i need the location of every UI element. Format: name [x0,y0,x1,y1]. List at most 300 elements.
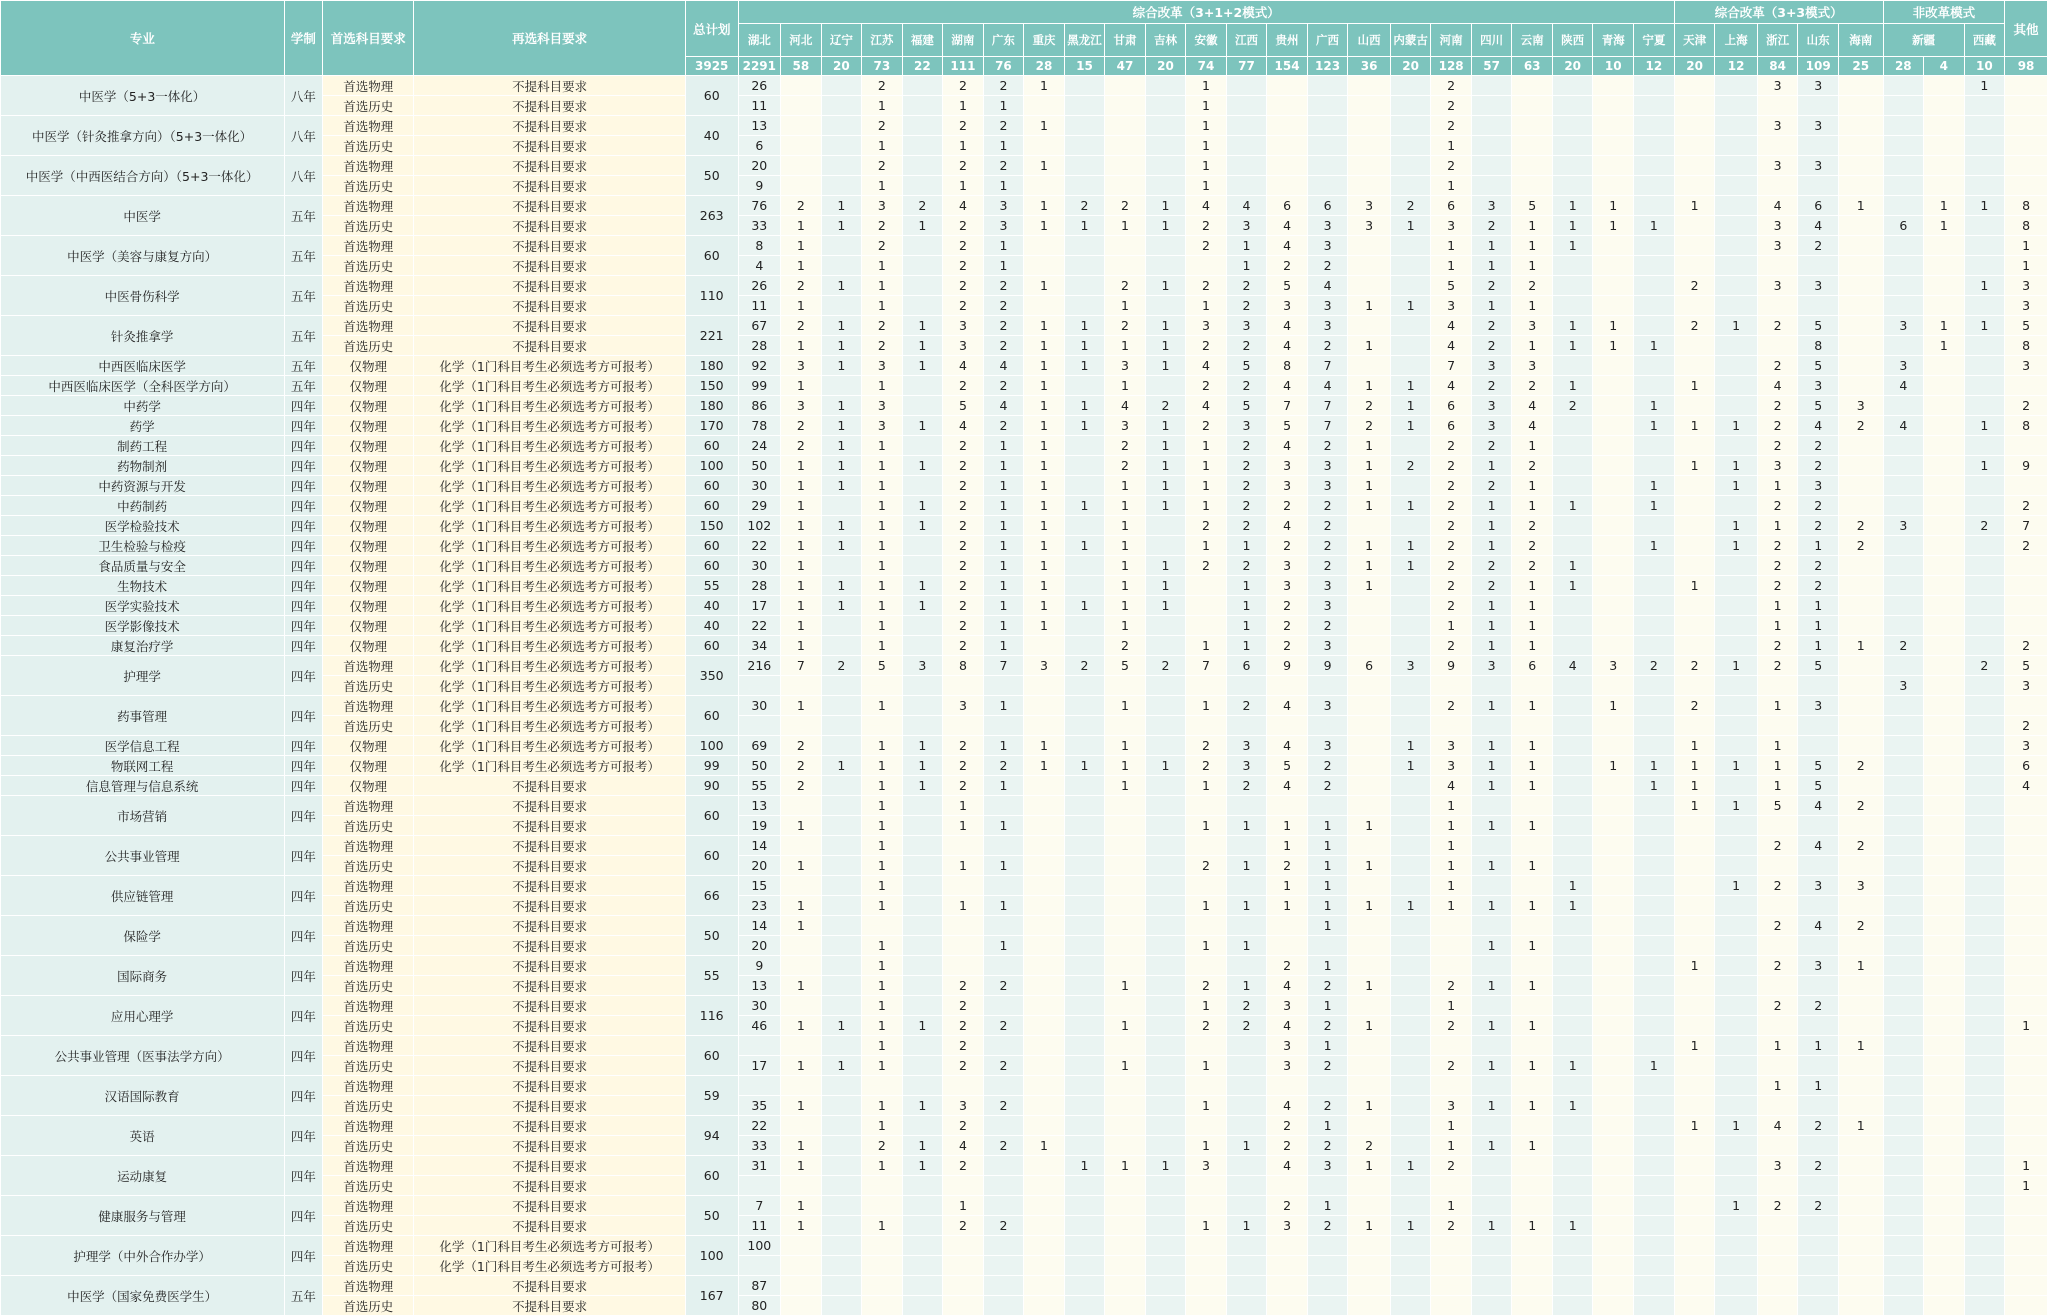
first-subject: 首选物理 [323,1276,414,1296]
major-name: 康复治疗学 [1,636,285,656]
quota-cell [2005,436,2048,456]
quota-cell: 5 [1757,796,1798,816]
quota-cell [1883,496,1924,516]
quota-cell [1633,856,1674,876]
quota-cell: 3 [1226,736,1267,756]
quota-cell [1715,616,1758,636]
quota-cell: 2 [1431,456,1472,476]
quota-cell [1307,136,1348,156]
quota-cell: 7 [1307,416,1348,436]
quota-cell [2005,616,2048,636]
quota-cell [1883,1136,1924,1156]
quota-cell [1924,1196,1965,1216]
header-province: 河北 [781,24,822,57]
quota-cell: 2 [983,1216,1024,1236]
quota-cell: 1 [1471,1216,1512,1236]
quota-cell [1307,116,1348,136]
quota-cell: 1 [1674,776,1715,796]
quota-cell: 1 [1024,576,1065,596]
quota-cell [1390,316,1431,336]
quota-cell: 1 [1186,1136,1227,1156]
major-total: 99 [685,756,738,776]
quota-cell: 1 [1512,1136,1553,1156]
quota-cell: 1 [1674,736,1715,756]
quota-cell: 1 [821,536,862,556]
first-subject: 首选历史 [323,1296,414,1316]
quota-cell: 1 [1348,896,1391,916]
quota-cell: 1 [1757,616,1798,636]
quota-cell [1348,676,1391,696]
quota-cell: 17 [738,596,781,616]
quota-cell [1924,1036,1965,1056]
header-province-total: 58 [781,57,822,76]
quota-cell [1674,1016,1715,1036]
header-province: 河南 [1431,24,1472,57]
quota-cell: 1 [1593,696,1634,716]
quota-cell [1186,716,1227,736]
major-total: 180 [685,396,738,416]
quota-cell [1964,816,2005,836]
quota-cell [1064,1136,1105,1156]
quota-cell: 1 [1145,336,1186,356]
quota-cell [1145,1256,1186,1276]
quota-cell [1471,1236,1512,1256]
header-first-subject: 首选科目要求 [323,1,414,76]
quota-cell: 2 [1431,476,1472,496]
quota-cell [1674,1096,1715,1116]
quota-cell: 1 [1105,336,1146,356]
quota-cell [1838,716,1883,736]
table-row [1,516,2048,536]
quota-cell [1512,996,1553,1016]
quota-cell: 1 [1390,1216,1431,1236]
quota-cell [1390,436,1431,456]
quota-cell [1674,916,1715,936]
quota-cell: 3 [1883,676,1924,696]
quota-cell: 1 [1471,1136,1512,1156]
quota-cell: 2 [1674,696,1715,716]
quota-cell [1267,176,1308,196]
quota-cell [902,236,943,256]
study-length: 四年 [284,956,323,996]
quota-cell [862,716,903,736]
quota-cell [902,836,943,856]
quota-cell: 1 [862,1216,903,1236]
quota-cell [821,856,862,876]
quota-cell [1633,1276,1674,1296]
quota-cell [1105,816,1146,836]
quota-cell: 2 [943,556,984,576]
quota-cell [1674,396,1715,416]
major-name: 公共事业管理 [1,836,285,876]
header-province: 江苏 [862,24,903,57]
first-subject: 仅物理 [323,576,414,596]
header-province-total: 98 [2005,57,2048,76]
quota-cell [1186,1076,1227,1096]
quota-cell [1552,176,1593,196]
major-total: 60 [685,556,738,576]
quota-cell [821,796,862,816]
quota-cell: 2 [1226,996,1267,1016]
quota-cell [1883,256,1924,276]
quota-cell [1348,356,1391,376]
quota-cell: 1 [1145,216,1186,236]
quota-cell [1964,376,2005,396]
quota-cell [1552,136,1593,156]
quota-cell: 1 [902,1096,943,1116]
quota-cell [902,716,943,736]
quota-cell [1593,396,1634,416]
quota-cell [2005,116,2048,136]
quota-cell [1924,656,1965,676]
quota-cell [1186,1236,1227,1256]
quota-cell: 1 [983,636,1024,656]
quota-cell: 2 [943,776,984,796]
first-subject: 首选物理 [323,1076,414,1096]
first-subject: 首选历史 [323,96,414,116]
quota-cell: 2 [943,756,984,776]
header-province: 广东 [983,24,1024,57]
major-total: 60 [685,796,738,836]
quota-cell [1226,1176,1267,1196]
quota-cell [1715,576,1758,596]
quota-cell [1883,196,1924,216]
quota-cell [1633,1116,1674,1136]
major-total: 60 [685,696,738,736]
quota-cell [1471,1116,1512,1136]
quota-cell [1593,916,1634,936]
header-province: 安徽 [1186,24,1227,57]
quota-cell: 1 [862,1056,903,1076]
quota-cell: 26 [738,76,781,96]
quota-cell: 1 [862,256,903,276]
quota-cell: 1 [821,516,862,536]
major-name: 中医学 [1,196,285,236]
quota-cell [1798,936,1839,956]
quota-cell: 1 [862,436,903,456]
second-subject: 不提科目要求 [414,116,686,136]
quota-cell [1964,1196,2005,1216]
quota-cell: 3 [1307,316,1348,336]
quota-cell [738,676,781,696]
quota-cell [1105,876,1146,896]
study-length: 四年 [284,836,323,876]
quota-cell: 1 [943,1196,984,1216]
quota-cell: 1 [902,516,943,536]
quota-cell [1633,616,1674,636]
quota-cell [1145,996,1186,1016]
quota-cell [1348,76,1391,96]
quota-cell [1390,356,1431,376]
quota-cell: 2 [1390,456,1431,476]
quota-cell [1964,776,2005,796]
quota-cell: 2 [1431,696,1472,716]
first-subject: 首选物理 [323,996,414,1016]
quota-cell: 2 [943,156,984,176]
quota-cell: 1 [983,96,1024,116]
quota-cell [1512,1196,1553,1216]
table-row [1,796,2048,816]
first-subject: 仅物理 [323,416,414,436]
quota-cell [862,1236,903,1256]
header-province-total: 77 [1226,57,1267,76]
quota-cell [1593,976,1634,996]
second-subject: 不提科目要求 [414,796,686,816]
quota-cell [1348,956,1391,976]
quota-cell [1924,356,1965,376]
quota-cell [1267,716,1308,736]
major-name: 针灸推拿学 [1,316,285,356]
quota-cell [1593,536,1634,556]
quota-cell: 14 [738,916,781,936]
quota-cell [1024,1016,1065,1036]
quota-cell [1267,136,1308,156]
quota-cell [1593,856,1634,876]
quota-cell [1024,1216,1065,1236]
major-name: 药物制剂 [1,456,285,476]
table-row [1,436,2048,456]
quota-cell [1964,1296,2005,1316]
quota-cell: 1 [1024,376,1065,396]
quota-cell [1883,336,1924,356]
quota-cell [1390,136,1431,156]
quota-cell: 1 [902,596,943,616]
quota-cell [1964,796,2005,816]
quota-cell [902,936,943,956]
quota-cell [1431,1296,1472,1316]
first-subject: 首选历史 [323,1016,414,1036]
quota-cell [1883,776,1924,796]
quota-cell: 1 [1471,636,1512,656]
quota-cell [1924,476,1965,496]
quota-cell [1674,676,1715,696]
quota-cell [1883,876,1924,896]
quota-cell: 2 [1838,916,1883,936]
quota-cell: 4 [983,356,1024,376]
quota-cell: 3 [1431,296,1472,316]
second-subject: 不提科目要求 [414,876,686,896]
quota-cell [1024,916,1065,936]
quota-cell [1757,1276,1798,1296]
quota-cell [781,1256,822,1276]
quota-cell [1838,1056,1883,1076]
quota-cell: 1 [1145,356,1186,376]
quota-cell: 1 [1757,736,1798,756]
quota-cell [1390,976,1431,996]
quota-cell [1633,916,1674,936]
quota-cell: 1 [1226,616,1267,636]
quota-cell: 22 [738,536,781,556]
quota-cell: 4 [1307,376,1348,396]
quota-cell [1226,136,1267,156]
quota-cell [1267,1256,1308,1276]
quota-cell: 1 [821,196,862,216]
study-length: 四年 [284,796,323,836]
quota-cell: 2 [1431,76,1472,96]
quota-cell [1838,656,1883,676]
quota-cell: 1 [1431,896,1472,916]
quota-cell [781,1176,822,1196]
quota-cell: 1 [1064,756,1105,776]
quota-cell [1145,1136,1186,1156]
quota-cell: 3 [1431,736,1472,756]
quota-cell: 1 [1674,376,1715,396]
quota-cell: 2 [1267,956,1308,976]
quota-cell [821,1236,862,1256]
quota-cell [1024,876,1065,896]
header-major: 专业 [1,1,285,76]
quota-cell [1633,876,1674,896]
second-subject: 化学（1门科目考生必须选考方可报考） [414,756,686,776]
quota-cell: 1 [1024,556,1065,576]
quota-cell: 1 [1593,336,1634,356]
quota-cell: 1 [1145,476,1186,496]
quota-cell [1883,1216,1924,1236]
quota-cell [1552,516,1593,536]
quota-cell: 1 [1226,856,1267,876]
quota-cell: 2 [1307,496,1348,516]
quota-cell [1552,976,1593,996]
second-subject: 不提科目要求 [414,1276,686,1296]
quota-cell [1064,1116,1105,1136]
quota-cell: 2 [1471,316,1512,336]
quota-cell [1633,196,1674,216]
header-province: 四川 [1471,24,1512,57]
quota-cell: 1 [1186,816,1227,836]
major-name: 健康服务与管理 [1,1196,285,1236]
quota-cell [1883,856,1924,876]
header-province-total: 84 [1757,57,1798,76]
quota-cell: 1 [1838,636,1883,656]
quota-cell: 3 [1307,696,1348,716]
quota-cell: 2 [862,236,903,256]
quota-cell [943,916,984,936]
quota-cell [2005,836,2048,856]
quota-cell [1964,1136,2005,1156]
quota-cell: 7 [738,1196,781,1216]
quota-cell: 6 [1512,656,1553,676]
quota-cell [1715,996,1758,1016]
quota-cell: 1 [1226,936,1267,956]
first-subject: 仅物理 [323,356,414,376]
quota-cell [1390,1236,1431,1256]
quota-cell: 1 [1105,1156,1146,1176]
major-name: 医学信息工程 [1,736,285,756]
quota-cell [2005,696,2048,716]
quota-cell [943,1296,984,1316]
study-length: 四年 [284,496,323,516]
quota-cell: 1 [1757,596,1798,616]
table-row [1,736,2048,756]
quota-cell: 1 [1552,1056,1593,1076]
quota-cell [1964,1256,2005,1276]
quota-cell [2005,1256,2048,1276]
quota-cell [1715,736,1758,756]
quota-cell: 1 [1757,1036,1798,1056]
quota-cell [1593,176,1634,196]
quota-cell [1145,616,1186,636]
quota-cell: 1 [1186,76,1227,96]
quota-cell [1267,916,1308,936]
quota-cell: 5 [1431,276,1472,296]
first-subject: 首选物理 [323,696,414,716]
quota-cell [1964,1236,2005,1256]
quota-cell [1431,936,1472,956]
quota-cell [1145,1056,1186,1076]
quota-cell: 2 [983,336,1024,356]
major-name: 中医学（国家免费医学生） [1,1276,285,1316]
quota-cell [1390,856,1431,876]
quota-cell [781,716,822,736]
second-subject: 不提科目要求 [414,1016,686,1036]
quota-cell [821,1176,862,1196]
quota-cell: 4 [1307,276,1348,296]
quota-cell [1307,1276,1348,1296]
quota-cell: 4 [1431,376,1472,396]
quota-cell [1024,96,1065,116]
quota-cell [1674,836,1715,856]
quota-cell: 1 [1512,576,1553,596]
quota-cell: 2 [1186,276,1227,296]
first-subject: 仅物理 [323,636,414,656]
study-length: 五年 [284,356,323,376]
second-subject: 不提科目要求 [414,136,686,156]
quota-cell: 1 [983,736,1024,756]
quota-cell [1307,76,1348,96]
quota-cell: 6 [1431,396,1472,416]
quota-cell: 1 [1226,896,1267,916]
quota-cell: 1 [1226,636,1267,656]
quota-cell [1593,476,1634,496]
quota-cell [1348,236,1391,256]
quota-cell: 3 [1348,196,1391,216]
quota-cell [1552,716,1593,736]
quota-cell: 1 [1064,216,1105,236]
quota-cell: 1 [983,556,1024,576]
quota-cell [902,116,943,136]
quota-cell [821,236,862,256]
quota-cell [1552,256,1593,276]
quota-cell: 1 [1552,196,1593,216]
quota-cell [1838,1176,1883,1196]
header-province: 山东 [1798,24,1839,57]
quota-cell: 2 [1226,336,1267,356]
quota-cell: 30 [738,696,781,716]
quota-cell [1226,1296,1267,1316]
quota-cell [1674,856,1715,876]
quota-cell: 1 [1512,296,1553,316]
quota-cell [781,116,822,136]
quota-cell: 2 [1226,436,1267,456]
quota-cell [1512,956,1553,976]
quota-cell: 3 [1105,416,1146,436]
quota-cell [1964,496,2005,516]
quota-cell: 1 [1471,456,1512,476]
quota-cell [2005,1096,2048,1116]
quota-cell: 1 [781,556,822,576]
quota-cell [1390,796,1431,816]
quota-cell: 4 [1186,196,1227,216]
quota-cell [1964,1076,2005,1096]
quota-cell: 1 [1064,1156,1105,1176]
study-length: 四年 [284,416,323,436]
quota-cell [1145,896,1186,916]
quota-cell [1964,916,2005,936]
quota-cell [1471,1076,1512,1096]
quota-cell [1633,1296,1674,1316]
quota-cell: 1 [821,336,862,356]
study-length: 四年 [284,1156,323,1196]
